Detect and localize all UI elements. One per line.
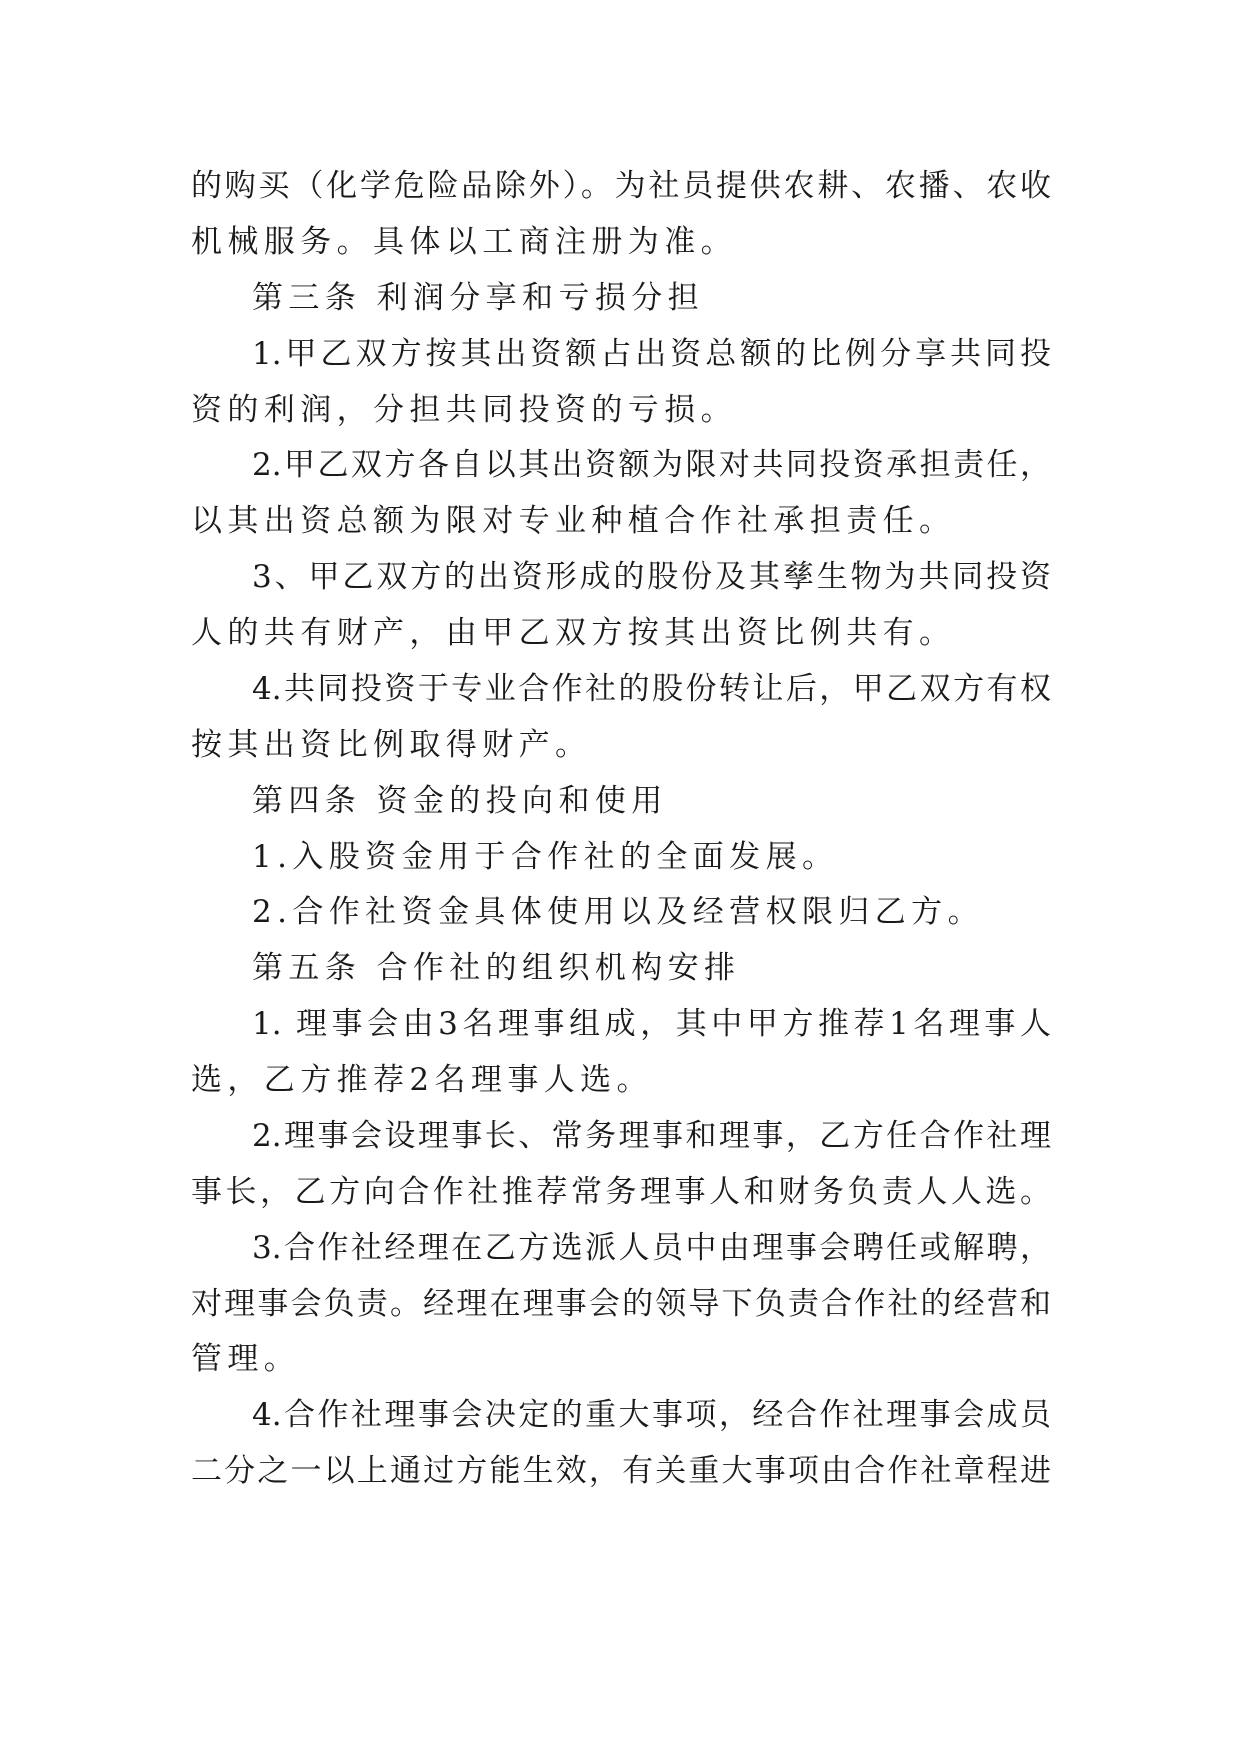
- body-text-line: 按其出资比例取得财产。: [191, 727, 592, 763]
- body-text-line: 4.共同投资于专业合作社的股份转让后，甲乙双方有权: [252, 671, 1051, 707]
- body-text-line: 2.甲乙双方各自以其出资额为限对共同投资承担责任，: [252, 447, 1051, 483]
- body-text-line: 3.合作社经理在乙方选派人员中由理事会聘任或解聘，: [252, 1230, 1051, 1266]
- body-text-line: 4.合作社理事会决定的重大事项，经合作社理事会成员: [252, 1397, 1051, 1433]
- body-text-line: 2.理事会设理事长、常务理事和理事，乙方任合作社理: [252, 1118, 1051, 1154]
- body-text-line: 3、甲乙双方的出资形成的股份及其孳生物为共同投资: [252, 559, 1051, 595]
- body-text-line: 对理事会负责。经理在理事会的领导下负责合作社的经营和: [191, 1286, 1051, 1322]
- body-text-line: 1.入股资金用于合作社的全面发展。: [252, 839, 839, 875]
- body-text-line: 事长，乙方向合作社推荐常务理事人和财务负责人人选。: [191, 1174, 1051, 1210]
- body-text-line: 二分之一以上通过方能生效，有关重大事项由合作社章程进: [191, 1453, 1051, 1489]
- body-text-line: 管理。: [191, 1341, 301, 1377]
- section-heading: 第五条 合作社的组织机构安排: [252, 950, 741, 986]
- section-heading: 第四条 资金的投向和使用: [252, 783, 668, 819]
- body-text-line: 1. 理事会由3名理事组成，其中甲方推荐1名理事人: [252, 1006, 1051, 1042]
- body-text-line: 的购买（化学危险品除外）。为社员提供农耕、农播、农收: [191, 168, 1051, 204]
- body-text-line: 机械服务。具体以工商注册为准。: [191, 224, 737, 260]
- body-text-line: 选，乙方推荐2名理事人选。: [191, 1062, 653, 1098]
- body-text-line: 2.合作社资金具体使用以及经营权限归乙方。: [252, 894, 984, 930]
- body-text-line: 人的共有财产，由甲乙双方按其出资比例共有。: [191, 615, 956, 651]
- body-text-line: 以其出资总额为限对专业种植合作社承担责任。: [191, 503, 956, 539]
- body-text-line: 资的利润，分担共同投资的亏损。: [191, 392, 737, 428]
- section-heading: 第三条 利润分享和亏损分担: [252, 280, 705, 316]
- body-text-line: 1.甲乙双方按其出资额占出资总额的比例分享共同投: [252, 336, 1051, 372]
